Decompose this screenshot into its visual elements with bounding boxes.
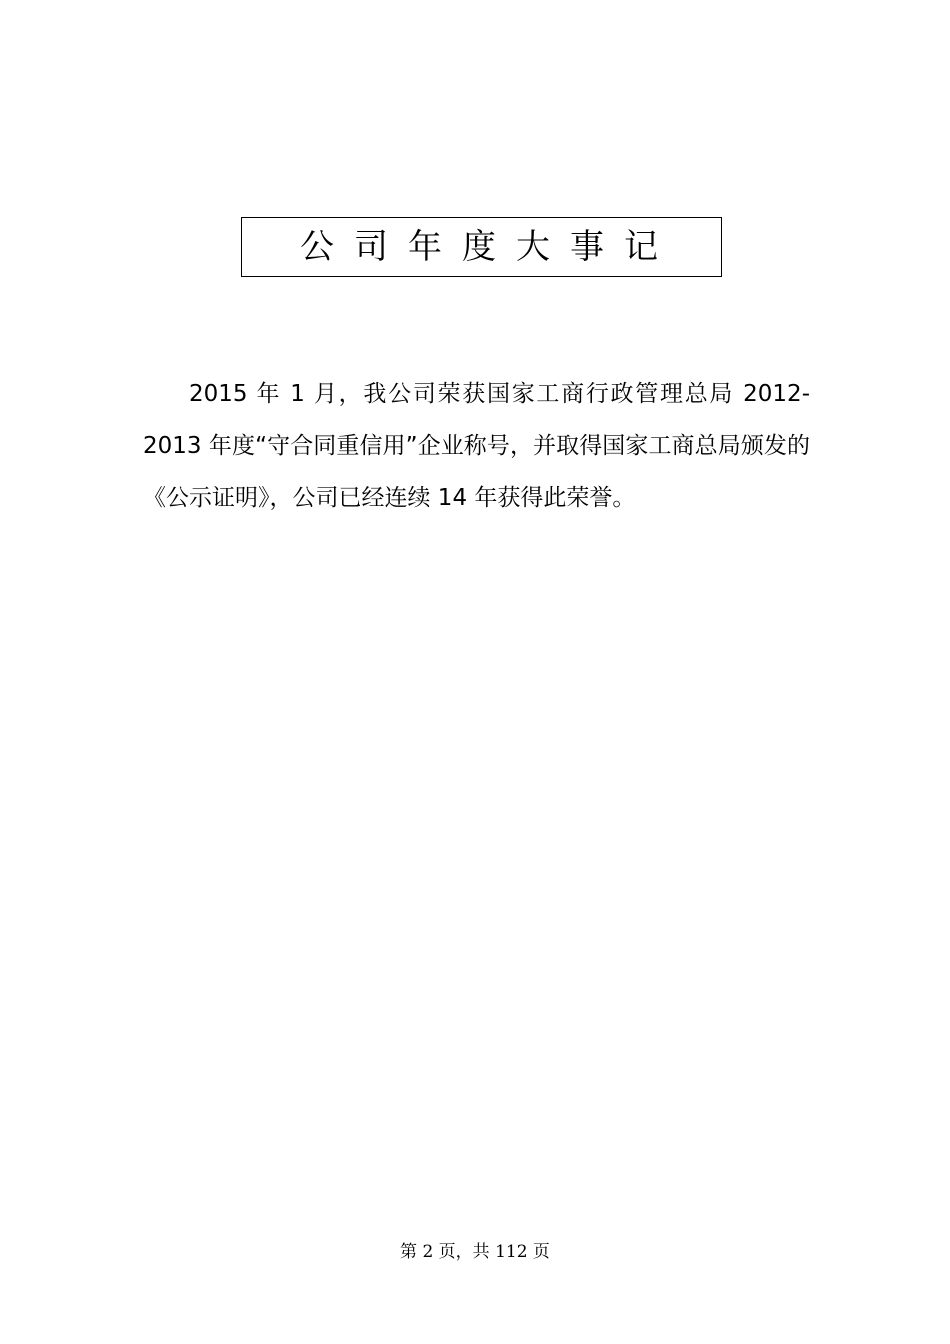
page-title: 公司年度大事记 [300, 227, 678, 267]
page-footer: 第 2 页，共 112 页 [400, 1242, 550, 1262]
body-paragraph: 2015 年 1 月，我公司荣获国家工商行政管理总局 2012-2013 年度“守合同重信用”企业称号，并取得国家工商总局颁发的《公示证明》，公司已经连续 14 年获得此荣誉。 [143, 381, 810, 511]
title-box [241, 217, 722, 277]
